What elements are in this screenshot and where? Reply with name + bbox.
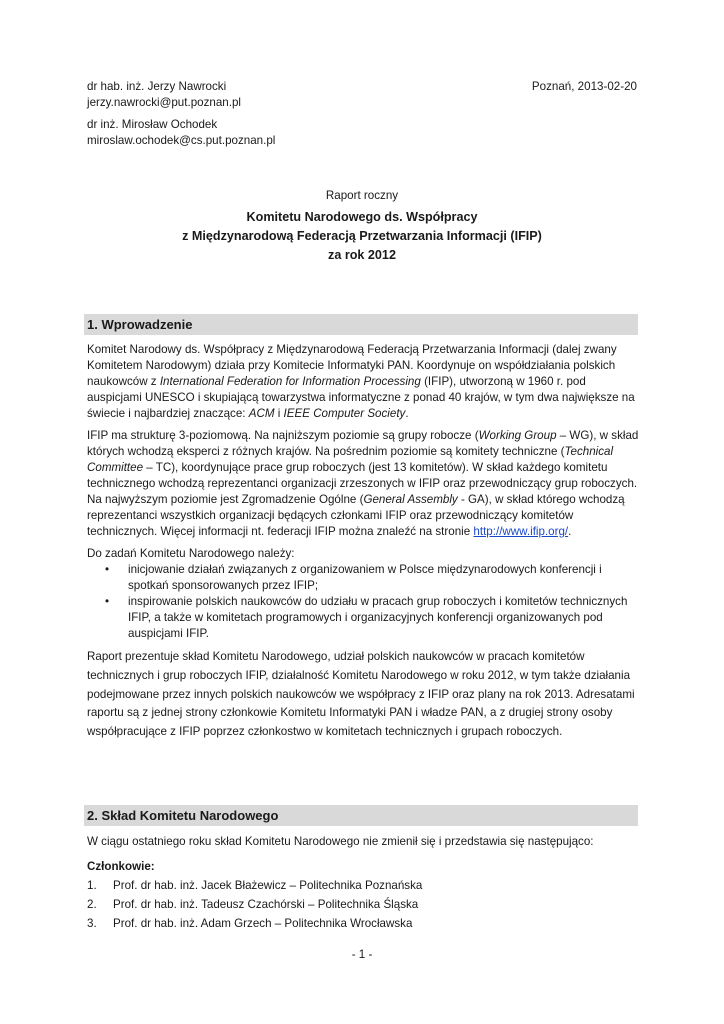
member-text: Prof. dr hab. inż. Jacek Błażewicz – Politechnika Poznańska (113, 879, 423, 892)
member-text: Prof. dr hab. inż. Tadeusz Czachórski – Politechnika Śląska (113, 898, 419, 911)
members-list (87, 878, 639, 935)
list-number: 1. (87, 879, 97, 892)
list-item (87, 897, 639, 916)
italic-term: International Federation for Information Processing (159, 375, 421, 388)
title-line-1: Komitetu Narodowego ds. Współpracy (246, 210, 478, 224)
italic-term: Technical Committee (87, 445, 614, 474)
paragraph-1 (87, 342, 639, 422)
text-span: Komitet Narodowy ds. Współpracy z Międzynarodową Federacją Przetwarzania Informacji (dalej zwany Komitetem Narodowym) działa przy Komitecie Informatyki PAN. Koordynuje on współdziałania polskich naukowców z (87, 343, 617, 388)
text-span: - GA), w skład którego wchodzą reprezentanci wszystkich organizacji będących członkami IFIP oraz przewodniczący komitetów technicznych. Więcej informacji nt. federacji IFIP można znaleźć na stronie (87, 493, 625, 538)
ifip-website-link[interactable]: http://www.ifip.org/ (473, 525, 569, 538)
section2-intro: W ciągu ostatniego roku skład Komitetu Narodowego nie zmienił się i przedstawia się następująco: (87, 835, 594, 848)
italic-term: ACM (248, 407, 275, 420)
text-span: i (274, 407, 284, 420)
list-item (87, 594, 639, 642)
report-kind: Raport roczny (325, 189, 399, 202)
list-item-text: inspirowanie polskich naukowców do udziału w pracach grup roboczych i komitetów technicznych IFIP, a także w komitetach programowych i organizacyjnych konferencji organizowanych pod auspicjami IFIP. (128, 595, 628, 640)
page-number: - 1 - (351, 948, 373, 961)
text-span: – WG), w skład których wchodzą eksperci z różnych krajów. Na pośrednim poziomie są komitety techniczne ( (87, 429, 639, 458)
title-line-3: za rok 2012 (328, 248, 396, 262)
list-item (87, 916, 639, 935)
text-span: . (405, 407, 409, 420)
paragraph-3: Do zadań Komitetu Narodowego należy: (87, 547, 295, 560)
member-text: Prof. dr hab. inż. Adam Grzech – Politechnika Wrocławska (113, 917, 413, 930)
section-heading-composition: 2. Skład Komitetu Narodowego (84, 805, 638, 826)
section1-body (87, 342, 639, 742)
text-span: . (568, 525, 572, 538)
text-span: – TC), koordynujące prace grup roboczych (jest 13 komitetów). W skład każdego komitetu technicznego wchodzą reprezentanci organizacji zrzeszonych w IFIP oraz przewodniczący grup roboczych. Na najwyższym poziomie jest Zgromadzenie Ogólne ( (87, 461, 638, 506)
list-item (87, 562, 639, 594)
tasks-list (87, 562, 639, 642)
author2-block (87, 117, 275, 149)
place-date: Poznań, 2013-02-20 (531, 80, 637, 93)
list-number: 2. (87, 898, 97, 911)
italic-term: General Assembly (363, 493, 458, 506)
paragraph-2 (87, 428, 639, 540)
author1-email: jerzy.nawrocki@put.poznan.pl (87, 96, 241, 109)
members-label: Członkowie: (87, 860, 155, 873)
italic-term: Working Group (478, 429, 557, 442)
bullet-icon: • (105, 563, 110, 576)
text-span: IFIP ma strukturę 3-poziomową. Na najniższym poziomie są grupy robocze ( (87, 429, 479, 442)
paragraph-4: Raport prezentuje skład Komitetu Narodowego, udział polskich naukowców w pracach komitetów technicznych i grup roboczych IFIP, działalność Komitetu Narodowego w roku 2012, w tym także działania podejmowane przez innych polskich naukowców we współpracy z IFIP oraz plany na rok 2013. Adresatami raportu są z jednej strony członkowie Komitetu Informatyki PAN i władze PAN, a z drugiej strony osoby współpracujące z IFIP poprzez członkostwo w komitetach technicznych i grupach roboczych. (87, 650, 635, 739)
title-line-2: z Międzynarodową Federacją Przetwarzania Informacji (IFIP) (182, 229, 542, 243)
list-number: 3. (87, 917, 97, 930)
list-item-text: inicjowanie działań związanych z organizowaniem w Polsce międzynarodowych konferencji i spotkań sponsorowanych przez IFIP; (128, 563, 602, 592)
list-item (87, 878, 639, 897)
bullet-icon: • (105, 595, 110, 608)
author2-email: miroslaw.ochodek@cs.put.poznan.pl (87, 134, 276, 147)
section2-body (87, 834, 639, 935)
report-title (87, 188, 637, 265)
author2-name: dr inż. Mirosław Ochodek (87, 118, 218, 131)
italic-term: IEEE Computer Society (283, 407, 406, 420)
section-heading-introduction: 1. Wprowadzenie (84, 314, 638, 335)
author1-name: dr hab. inż. Jerzy Nawrocki (87, 80, 227, 93)
text-span: (IFIP), utworzoną w 1960 r. pod auspicjami UNESCO i skupiającą towarzystwa informatyczne z ponad 40 krajów, w tym dwa największe na świecie i najbardziej znaczące: (87, 375, 635, 420)
